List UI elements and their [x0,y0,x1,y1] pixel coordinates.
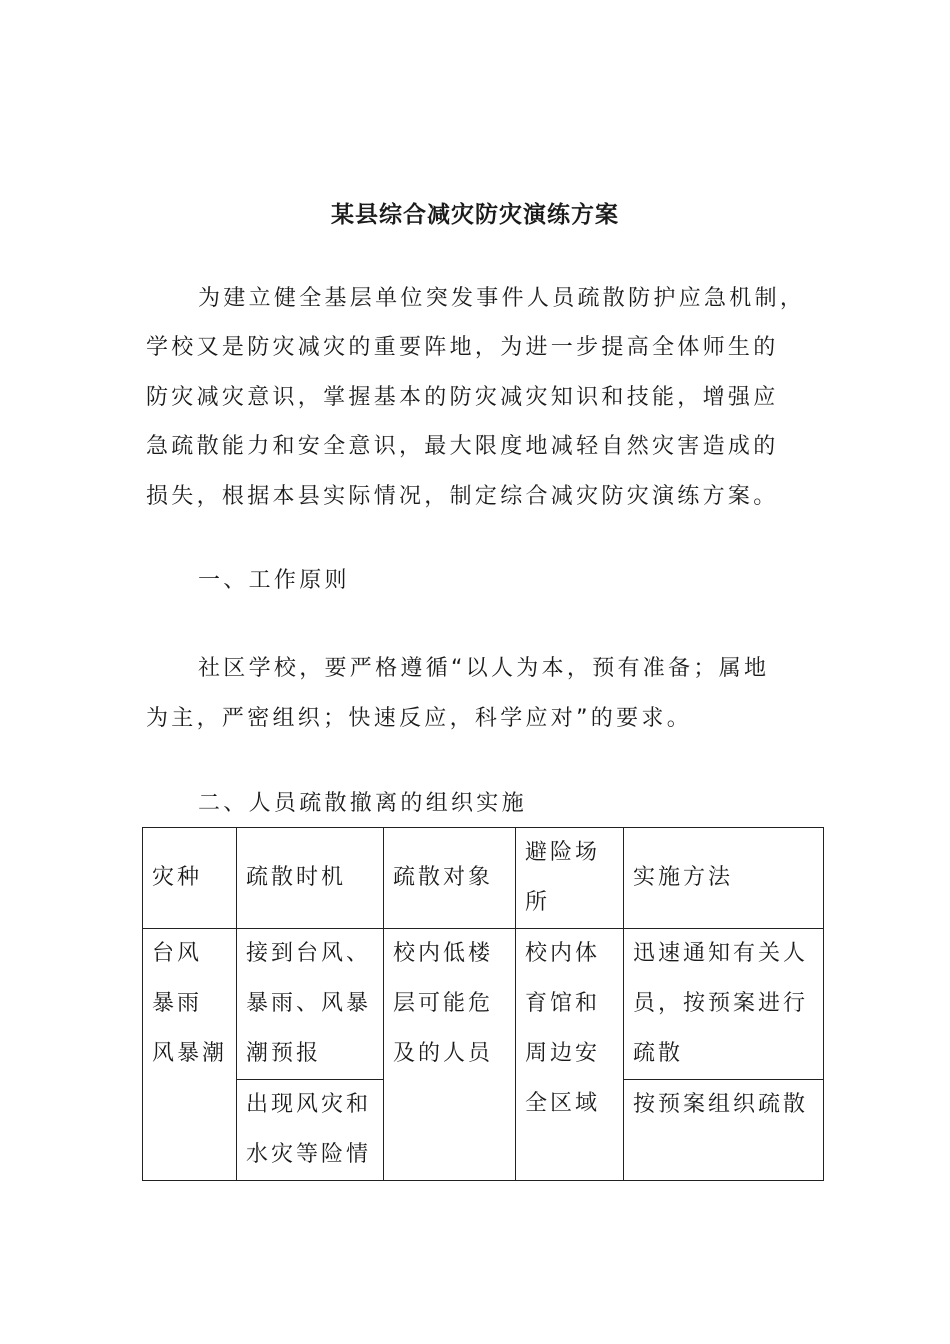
header-method: 实施方法 [624,828,824,929]
cell-timing-danger [237,1080,384,1181]
cell-line: 按预案组织疏散 [633,1092,809,1117]
evacuation-table [142,827,824,1181]
header-shelter-line: 所 [525,890,551,915]
intro-line: 学校又是防灾减灾的重要阵地，为进一步提高全体师生的 [146,335,779,360]
principles-line: 为主，严密组织；快速反应，科学应对”的要求。 [146,706,692,731]
document-title: 某县综合减灾防灾演练方案 [331,202,619,228]
cell-line: 层可能危 [393,991,494,1016]
cell-shelter [516,929,624,1181]
cell-line: 水灾等险情 [246,1142,372,1167]
cell-line: 暴雨、风暴 [246,991,372,1016]
cell-line: 周边安 [525,1041,601,1066]
table-row [143,929,824,1080]
cell-method-organize [624,1080,824,1181]
cell-line: 育馆和 [525,991,601,1016]
cell-targets [384,929,516,1181]
intro-line: 损失，根据本县实际情况，制定综合减灾防灾演练方案。 [146,484,779,509]
cell-line: 暴雨 [152,991,203,1016]
table-header-row [143,828,824,929]
cell-line: 及的人员 [393,1041,494,1066]
cell-line: 台风 [152,941,203,966]
header-shelter-line: 避险场 [525,840,601,865]
cell-line: 接到台风、 [246,941,372,966]
cell-method-notify [624,929,824,1080]
cell-line: 出现风灾和 [246,1092,372,1117]
cell-line: 迅速通知有关人 [633,941,809,966]
principles-line: 社区学校，要严格遵循“以人为本，预有准备；属地 [198,656,770,681]
header-targets: 疏散对象 [384,828,516,929]
cell-line: 风暴潮 [152,1041,228,1066]
cell-timing-forecast [237,929,384,1080]
header-shelter [516,828,624,929]
cell-line: 员，按预案进行 [633,991,809,1016]
intro-line: 防灾减灾意识，掌握基本的防灾减灾知识和技能，增强应 [146,385,779,410]
section-heading-evacuation: 二、人员疏散撤离的组织实施 [198,791,527,816]
cell-line: 校内体 [525,941,601,966]
header-timing: 疏散时机 [237,828,384,929]
cell-line: 潮预报 [246,1041,322,1066]
cell-line: 疏散 [633,1041,684,1066]
cell-disaster-type [143,929,237,1181]
intro-line: 为建立健全基层单位突发事件人员疏散防护应急机制， [198,286,806,311]
section-heading-principles: 一、工作原则 [198,568,350,593]
intro-line: 急疏散能力和安全意识，最大限度地减轻自然灾害造成的 [146,434,779,459]
cell-line: 全区域 [525,1091,601,1116]
cell-line: 校内低楼 [393,941,494,966]
header-disaster-type: 灾种 [143,828,237,929]
